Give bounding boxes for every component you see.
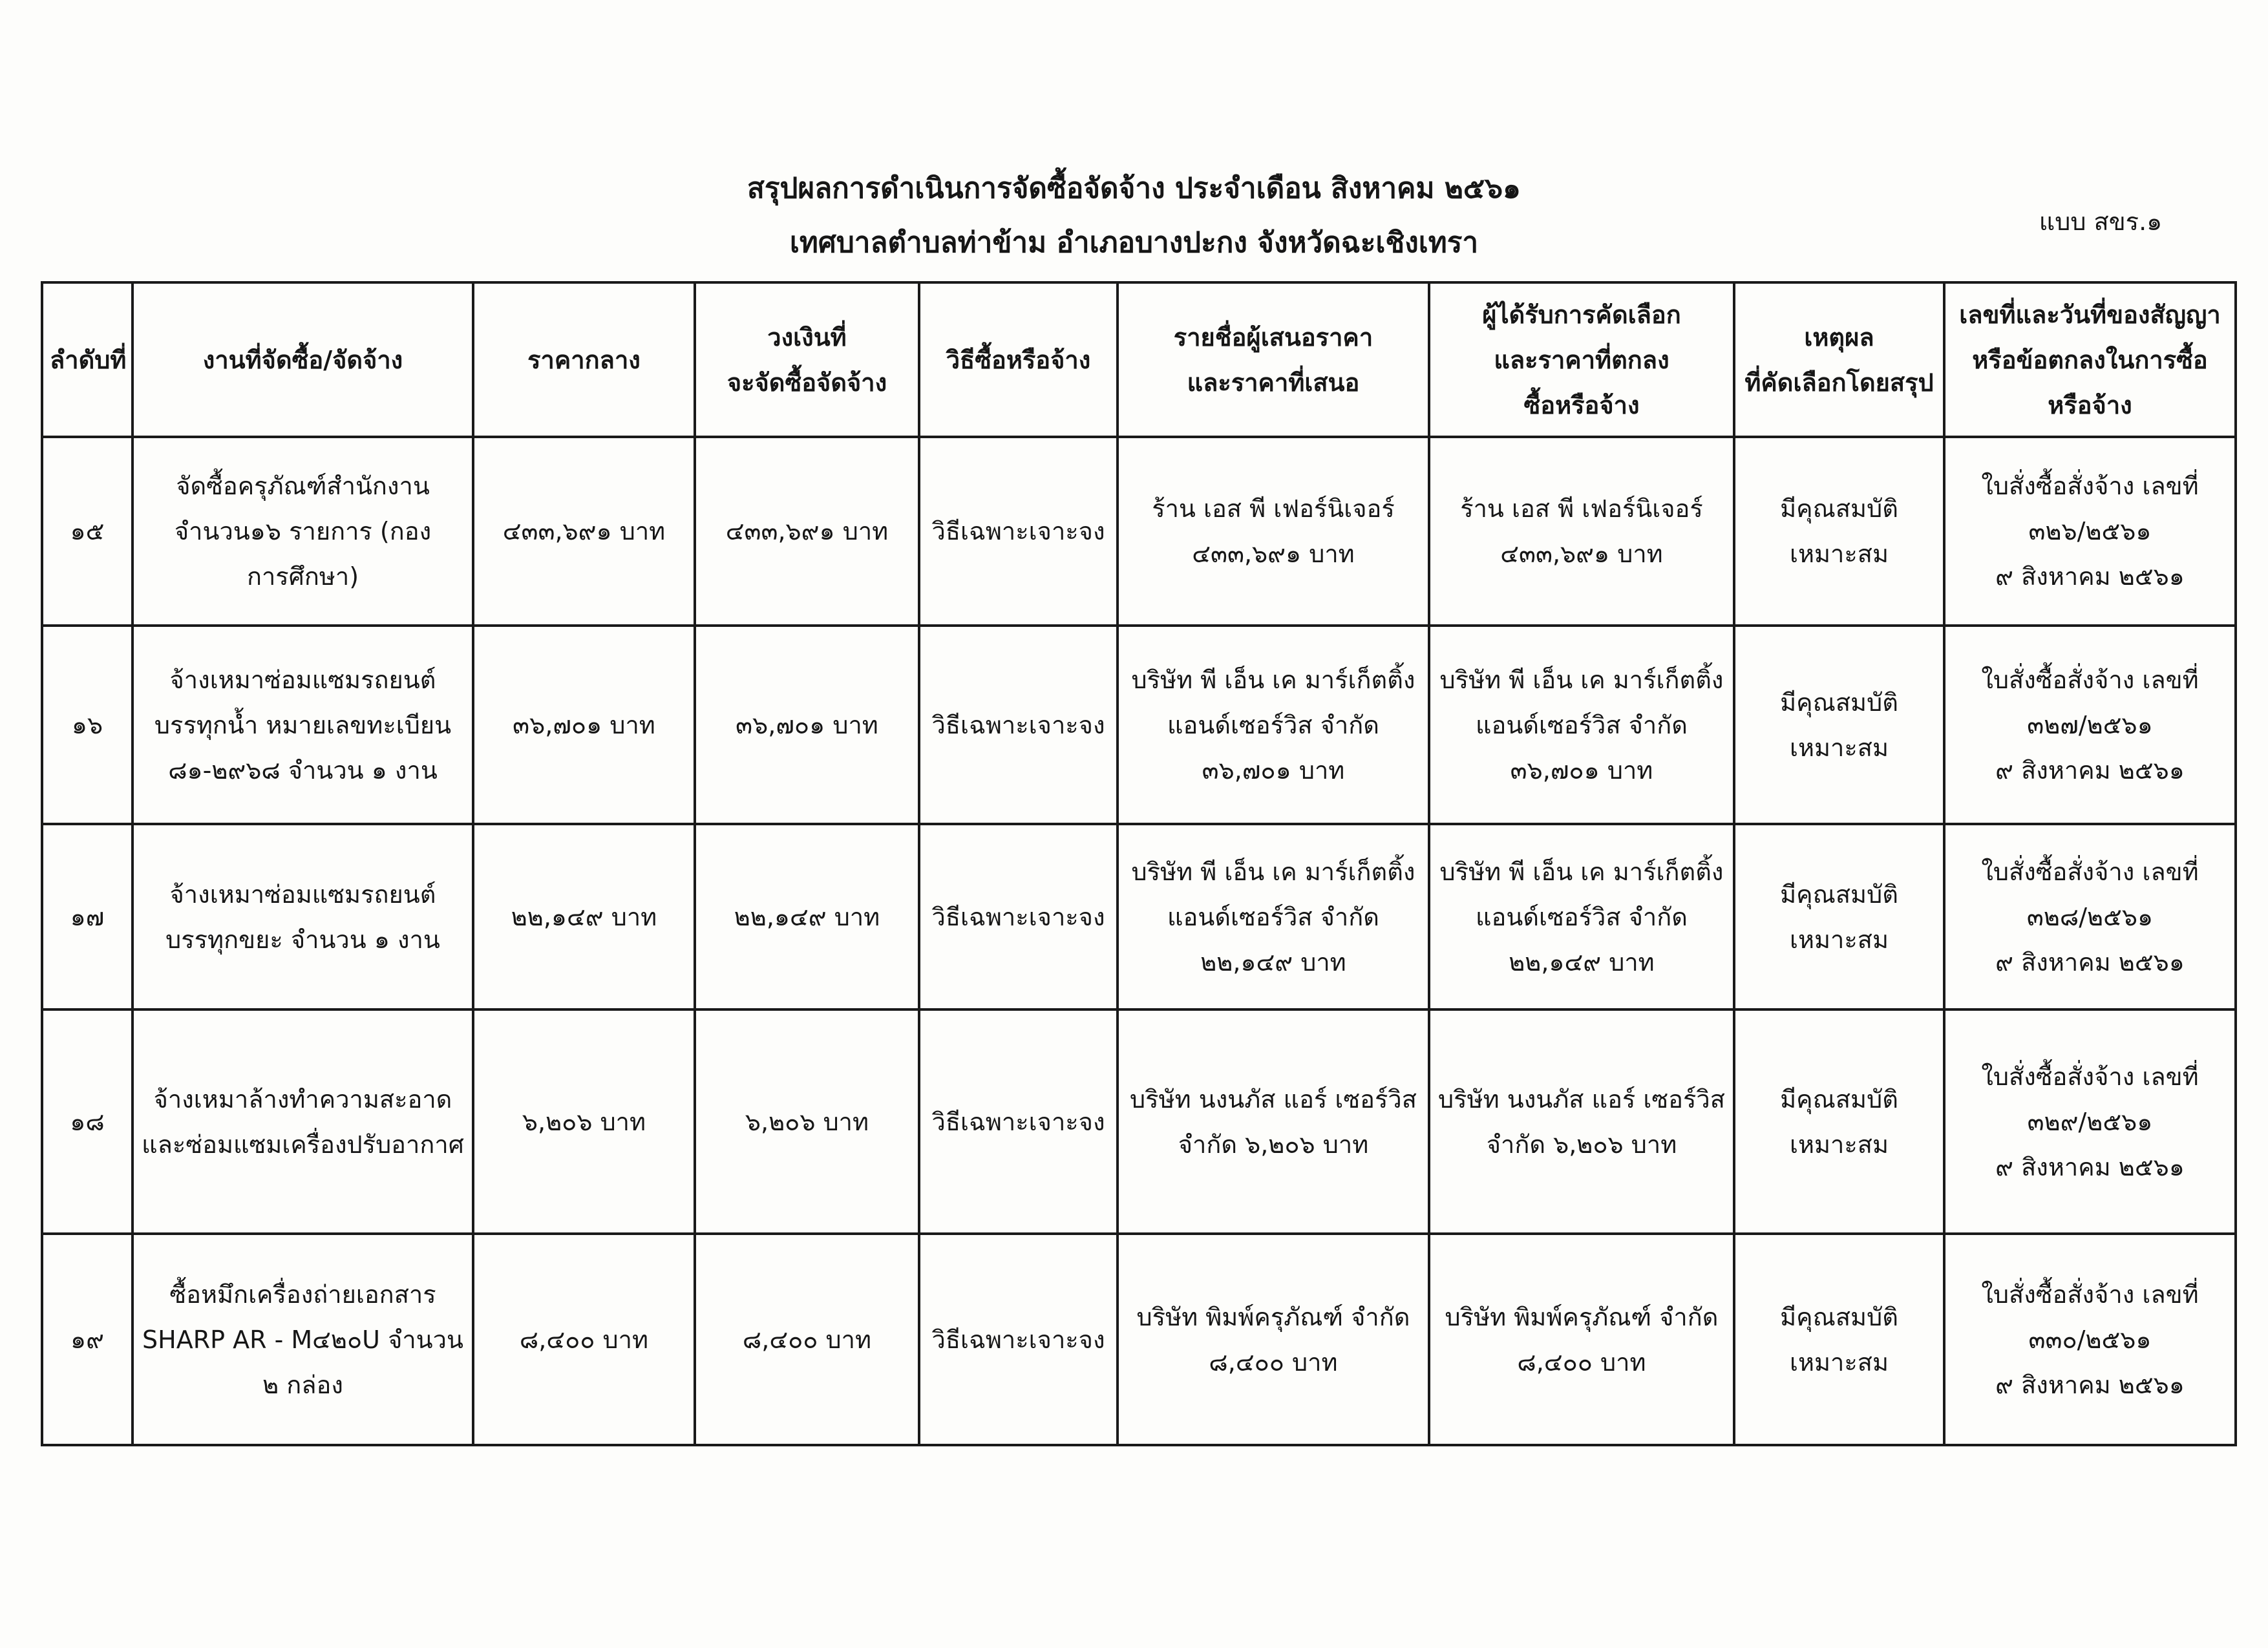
cell-work: จ้างเหมาซ่อมแซมรถยนต์ บรรทุกขยะ จำนวน ๑ งาน — [132, 824, 473, 1009]
cell-selected: บริษัท พี เอ็น เค มาร์เก็ตติ้ง แอนด์เซอร์วิส จำกัด ๓๖,๗๐๑ บาท — [1429, 626, 1734, 824]
table-row — [42, 1009, 2236, 1234]
header-selected: ผู้ได้รับการคัดเลือก และราคาที่ตกลง ซื้อหรือจ้าง — [1429, 282, 1734, 437]
cell-median-price: ๘,๔๐๐ บาท — [473, 1234, 695, 1445]
cell-budget: ๘,๔๐๐ บาท — [695, 1234, 919, 1445]
cell-method: วิธีเฉพาะเจาะจง — [919, 437, 1118, 626]
header-method: วิธีซื้อหรือจ้าง — [919, 282, 1118, 437]
cell-bidder: บริษัท พิมพ์ครุภัณฑ์ จำกัด ๘,๔๐๐ บาท — [1118, 1234, 1429, 1445]
cell-budget: ๖,๒๐๖ บาท — [695, 1009, 919, 1234]
cell-no: ๑๕ — [42, 437, 132, 626]
cell-bidder: บริษัท พี เอ็น เค มาร์เก็ตติ้ง แอนด์เซอร์วิส จำกัด ๒๒,๑๔๙ บาท — [1118, 824, 1429, 1009]
table-row — [42, 437, 2236, 626]
cell-reason: มีคุณสมบัติ เหมาะสม — [1734, 626, 1944, 824]
cell-no: ๑๗ — [42, 824, 132, 1009]
header-budget: วงเงินที่ จะจัดซื้อจัดจ้าง — [695, 282, 919, 437]
cell-selected: บริษัท พิมพ์ครุภัณฑ์ จำกัด ๘,๔๐๐ บาท — [1429, 1234, 1734, 1445]
table-row — [42, 626, 2236, 824]
table-row — [42, 824, 2236, 1009]
header-work: งานที่จัดซื้อ/จัดจ้าง — [132, 282, 473, 437]
cell-reason: มีคุณสมบัติ เหมาะสม — [1734, 1009, 1944, 1234]
form-code: แบบ สขร.๑ — [2039, 207, 2163, 236]
cell-budget: ๔๓๓,๖๙๑ บาท — [695, 437, 919, 626]
cell-budget: ๒๒,๑๔๙ บาท — [695, 824, 919, 1009]
header-contract: เลขที่และวันที่ของสัญญา หรือข้อตกลงในการซื้อ หรือจ้าง — [1944, 282, 2236, 437]
cell-bidder: ร้าน เอส พี เฟอร์นิเจอร์ ๔๓๓,๖๙๑ บาท — [1118, 437, 1429, 626]
title-line-2: เทศบาลตำบลท่าข้าม อำเภอบางปะกง จังหวัดฉะเชิงเทรา — [789, 226, 1479, 259]
cell-median-price: ๔๓๓,๖๙๑ บาท — [473, 437, 695, 626]
cell-no: ๑๙ — [42, 1234, 132, 1445]
cell-bidder: บริษัท นงนภัส แอร์ เซอร์วิส จำกัด ๖,๒๐๖ บาท — [1118, 1009, 1429, 1234]
cell-contract: ใบสั่งซื้อสั่งจ้าง เลขที่ ๓๒๙/๒๕๖๑ ๙ สิงหาคม ๒๕๖๑ — [1944, 1009, 2236, 1234]
cell-median-price: ๒๒,๑๔๙ บาท — [473, 824, 695, 1009]
cell-method: วิธีเฉพาะเจาะจง — [919, 824, 1118, 1009]
cell-budget: ๓๖,๗๐๑ บาท — [695, 626, 919, 824]
cell-bidder: บริษัท พี เอ็น เค มาร์เก็ตติ้ง แอนด์เซอร์วิส จำกัด ๓๖,๗๐๑ บาท — [1118, 626, 1429, 824]
cell-method: วิธีเฉพาะเจาะจง — [919, 1234, 1118, 1445]
header-reason: เหตุผล ที่คัดเลือกโดยสรุป — [1734, 282, 1944, 437]
table-header-row — [42, 282, 2236, 437]
cell-reason: มีคุณสมบัติ เหมาะสม — [1734, 1234, 1944, 1445]
cell-selected: บริษัท พี เอ็น เค มาร์เก็ตติ้ง แอนด์เซอร์วิส จำกัด ๒๒,๑๔๙ บาท — [1429, 824, 1734, 1009]
cell-method: วิธีเฉพาะเจาะจง — [919, 626, 1118, 824]
title-line-1: สรุปผลการดำเนินการจัดซื้อจัดจ้าง ประจำเดือน สิงหาคม ๒๕๖๑ — [747, 172, 1521, 205]
cell-selected: บริษัท นงนภัส แอร์ เซอร์วิส จำกัด ๖,๒๐๖ บาท — [1429, 1009, 1734, 1234]
document-title — [0, 162, 2268, 270]
cell-contract: ใบสั่งซื้อสั่งจ้าง เลขที่ ๓๒๖/๒๕๖๑ ๙ สิงหาคม ๒๕๖๑ — [1944, 437, 2236, 626]
cell-no: ๑๖ — [42, 626, 132, 824]
cell-contract: ใบสั่งซื้อสั่งจ้าง เลขที่ ๓๒๗/๒๕๖๑ ๙ สิงหาคม ๒๕๖๑ — [1944, 626, 2236, 824]
cell-work: จัดซื้อครุภัณฑ์สำนักงาน จำนวน๑๖ รายการ (กอง การศึกษา) — [132, 437, 473, 626]
cell-work: ซื้อหมึกเครื่องถ่ายเอกสาร SHARP AR - M๔๒๐U จำนวน ๒ กล่อง — [132, 1234, 473, 1445]
header-bidders: รายชื่อผู้เสนอราคา และราคาที่เสนอ — [1118, 282, 1429, 437]
header-median-price: ราคากลาง — [473, 282, 695, 437]
cell-median-price: ๓๖,๗๐๑ บาท — [473, 626, 695, 824]
cell-work: จ้างเหมาล้างทำความสะอาด และซ่อมแซมเครื่องปรับอากาศ — [132, 1009, 473, 1234]
cell-work: จ้างเหมาซ่อมแซมรถยนต์ บรรทุกน้ำ หมายเลขทะเบียน ๘๑-๒๙๖๘ จำนวน ๑ งาน — [132, 626, 473, 824]
cell-method: วิธีเฉพาะเจาะจง — [919, 1009, 1118, 1234]
cell-reason: มีคุณสมบัติ เหมาะสม — [1734, 824, 1944, 1009]
table-row — [42, 1234, 2236, 1445]
header-no: ลำดับที่ — [42, 282, 132, 437]
cell-selected: ร้าน เอส พี เฟอร์นิเจอร์ ๔๓๓,๖๙๑ บาท — [1429, 437, 1734, 626]
cell-contract: ใบสั่งซื้อสั่งจ้าง เลขที่ ๓๓๐/๒๕๖๑ ๙ สิงหาคม ๒๕๖๑ — [1944, 1234, 2236, 1445]
cell-no: ๑๘ — [42, 1009, 132, 1234]
cell-contract: ใบสั่งซื้อสั่งจ้าง เลขที่ ๓๒๘/๒๕๖๑ ๙ สิงหาคม ๒๕๖๑ — [1944, 824, 2236, 1009]
cell-reason: มีคุณสมบัติ เหมาะสม — [1734, 437, 1944, 626]
cell-median-price: ๖,๒๐๖ บาท — [473, 1009, 695, 1234]
procurement-table — [41, 281, 2237, 1446]
